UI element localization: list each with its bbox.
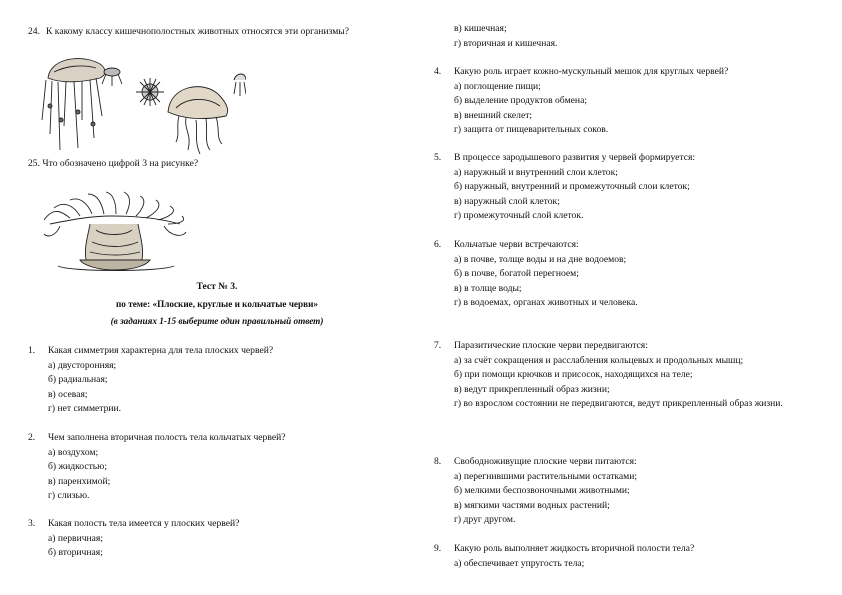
question-7	[434, 339, 806, 412]
question-number: 6.	[434, 239, 442, 250]
answer-option: а) двусторонняя;	[48, 359, 117, 371]
sea-anemone-illustration	[40, 186, 190, 274]
answer-option: г) в водоемах, органах животных и человека.	[454, 297, 638, 308]
answer-option: в) кишечная;	[454, 23, 507, 34]
test-subtitle: по теме: «Плоские, круглые и кольчатые черви»	[116, 299, 318, 309]
answer-option: б) выделение продуктов обмена;	[454, 95, 587, 106]
answer-option: г) защита от пищеварительных соков.	[454, 124, 609, 135]
question-1	[28, 344, 398, 417]
answer-option: б) жидкостью;	[48, 461, 107, 472]
question-text: Паразитические плоские черви передвигаются:	[454, 340, 648, 351]
question-25	[28, 158, 198, 170]
question-9	[434, 542, 806, 571]
question-text: Какую роль играет кожно-мускульный мешок для круглых червей?	[454, 66, 729, 77]
answer-option: а) воздухом;	[48, 446, 99, 458]
answer-option: в) осевая;	[48, 388, 88, 400]
answer-option: г) во взрослом состоянии не передвигаются, ведут прикрепленный образ жизни.	[454, 398, 783, 409]
answer-option: г) друг другом.	[454, 514, 516, 525]
answer-option: в) наружный слой клеток;	[454, 195, 560, 207]
question-number: 24.	[28, 26, 40, 37]
test-title: Тест № 3.	[196, 281, 238, 292]
question-4	[434, 65, 806, 138]
answer-option: г) слизью.	[48, 490, 90, 501]
question-text: Что обозначено цифрой 3 на рисунке?	[42, 158, 199, 169]
question-text: Кольчатые черви встречаются:	[454, 239, 579, 250]
question-text: Какая полость тела имеется у плоских червей?	[48, 518, 240, 529]
question-number: 9.	[434, 543, 442, 554]
question-text: К какому классу кишечнополостных животных относятся эти организмы?	[46, 26, 350, 37]
question-number: 3.	[28, 518, 36, 529]
question-number: 4.	[434, 66, 442, 77]
question-text: Свободноживущие плоские черви питаются:	[454, 456, 637, 467]
question-24	[28, 26, 398, 38]
answer-option: г) вторичная и кишечная.	[454, 37, 558, 49]
question-8	[434, 455, 806, 528]
answer-option: г) нет симметрии.	[48, 403, 122, 414]
answer-option: г) промежуточный слой клеток.	[454, 210, 584, 221]
answer-option: б) в почве, богатой перегноем;	[454, 268, 579, 279]
question-3	[28, 517, 398, 561]
answer-option: а) за счёт сокращения и расслабления кольцевых и продольных мышц;	[454, 354, 744, 366]
question-text: Чем заполнена вторичная полость тела кольчатых червей?	[48, 432, 286, 443]
answer-option: а) перегнившими растительными остатками;	[454, 470, 638, 482]
answer-option: а) первичная;	[48, 532, 104, 544]
answer-option: б) вторичная;	[48, 547, 103, 558]
answer-option: в) паренхимой;	[48, 475, 111, 487]
question-6	[434, 238, 806, 311]
question-text: В процессе зародышевого развития у червей формируется:	[454, 152, 696, 163]
answer-option: а) наружный и внутренний слои клеток;	[454, 166, 618, 178]
answer-option: в) мягкими частями водных растений;	[454, 499, 610, 511]
question-number: 1.	[28, 345, 36, 356]
answer-option: а) в почве, толще воды и на дне водоемов;	[454, 253, 627, 265]
question-number: 7.	[434, 340, 442, 351]
answer-option: б) наружный, внутренний и промежуточный слои клеток;	[454, 181, 690, 192]
answer-option: б) мелкими беспозвоночными животными;	[454, 485, 630, 496]
question-number: 25.	[28, 158, 40, 169]
answer-option: б) при помощи крючков и присосок, находящихся на теле;	[454, 369, 693, 380]
answer-option: в) ведут прикрепленный образ жизни;	[454, 383, 610, 395]
question-2	[28, 431, 398, 504]
jellyfish-illustration	[36, 50, 246, 158]
question-number: 8.	[434, 456, 442, 467]
answer-option: а) поглощение пищи;	[454, 80, 541, 92]
answer-option: в) в толще воды;	[454, 282, 522, 294]
question-5	[434, 151, 806, 224]
answer-option: в) внешний скелет;	[454, 109, 533, 121]
question-number: 2.	[28, 432, 36, 443]
question-text: Какая симметрия характерна для тела плоских червей?	[48, 345, 274, 356]
answer-option: б) радиальная;	[48, 374, 108, 385]
answer-option: а) обеспечивает упругость тела;	[454, 557, 585, 569]
question-number: 5.	[434, 152, 442, 163]
question-text: Какую роль выполняет жидкость вторичной полости тела?	[454, 543, 695, 554]
question-3-continued	[434, 22, 806, 51]
test-instruction: (в заданиях 1-15 выберите один правильный ответ)	[110, 316, 324, 326]
